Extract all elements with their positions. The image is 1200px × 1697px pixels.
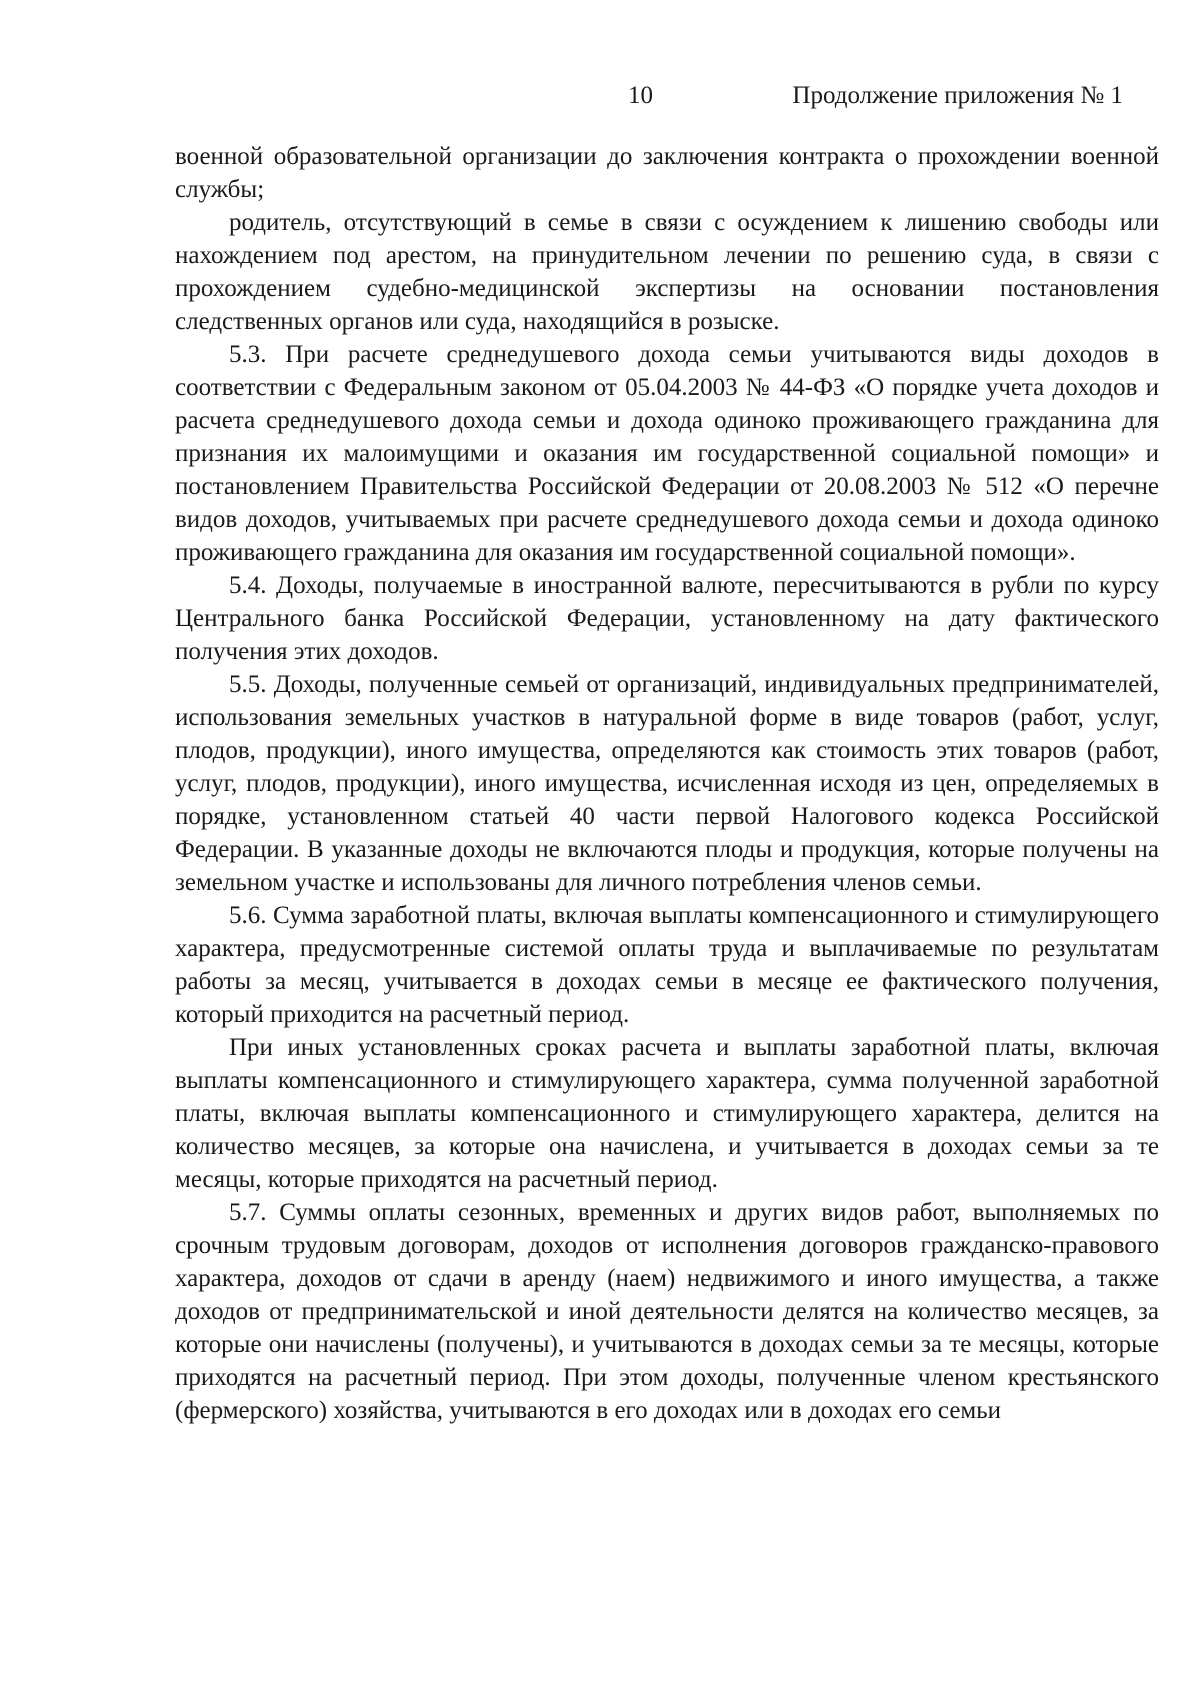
page-number: 10 [628,82,653,109]
paragraph-military-organization-continuation: военной образовательной организации до заключения контракта о прохождении военной службы; [175,143,1159,203]
paragraph-5-5: 5.5. Доходы, полученные семьей от организаций, индивидуальных предпринимателей, использования земельных участков в натуральной форме в виде товаров (работ, услуг, плодов, продукции), иного имущества, определяются как стоимость этих товаров (работ, услуг, плодов, продукции), иного имущества, исчисленная исходя из цен, определяемых в порядке, установленном статьей 40 части первой Налогового кодекса Российской Федерации. В указанные доходы не включаются плоды и продукция, которые получены на земельном участке и использованы для личного потребления членов семьи. [175,671,1159,896]
paragraph-5-4: 5.4. Доходы, получаемые в иностранной валюте, пересчитываются в рубли по курсу Центрального банка Российской Федерации, установленному на дату фактического получения этих доходов. [175,572,1159,665]
page-header [0,78,1200,114]
appendix-continuation-label: Продолжение приложения № 1 [792,82,1123,109]
document-body [175,140,1159,1427]
paragraph-absent-parent: родитель, отсутствующий в семье в связи с осуждением к лишению свободы или нахождением под арестом, на принудительном лечении по решению суда, в связи с прохождением судебно-медицинской экспертизы на основании постановления следственных органов или суда, находящийся в розыске. [175,209,1159,335]
paragraph-5-6: 5.6. Сумма заработной платы, включая выплаты компенсационного и стимулирующего характера, предусмотренные системой оплаты труда и выплачиваемые по результатам работы за месяц, учитывается в доходах семьи в месяце ее фактического получения, который приходится на расчетный период. [175,902,1159,1028]
paragraph-5-7: 5.7. Суммы оплаты сезонных, временных и других видов работ, выполняемых по срочным трудовым договорам, доходов от исполнения договоров гражданско-правового характера, доходов от сдачи в аренду (наем) недвижимого и иного имущества, а также доходов от предпринимательской и иной деятельности делятся на количество месяцев, за которые они начислены (получены), и учитываются в доходах семьи за те месяцы, которые приходятся на расчетный период. При этом доходы, полученные членом крестьянского (фермерского) хозяйства, учитываются в его доходах или в доходах его семьи [175,1199,1159,1424]
paragraph-other-salary-terms: При иных установленных сроках расчета и выплаты заработной платы, включая выплаты компенсационного и стимулирующего характера, сумма полученной заработной платы, включая выплаты компенсационного и стимулирующего характера, делится на количество месяцев, за которые она начислена, и учитывается в доходах семьи за те месяцы, которые приходятся на расчетный период. [175,1034,1159,1193]
paragraph-5-3: 5.3. При расчете среднедушевого дохода семьи учитываются виды доходов в соответствии с Федеральным законом от 05.04.2003 № 44-ФЗ «О порядке учета доходов и расчета среднедушевого дохода семьи и дохода одиноко проживающего гражданина для признания их малоимущими и оказания им государственной социальной помощи» и постановлением Правительства Российской Федерации от 20.08.2003 № 512 «О перечне видов доходов, учитываемых при расчете среднедушевого дохода семьи и дохода одиноко проживающего гражданина для оказания им государственной социальной помощи». [175,341,1159,566]
